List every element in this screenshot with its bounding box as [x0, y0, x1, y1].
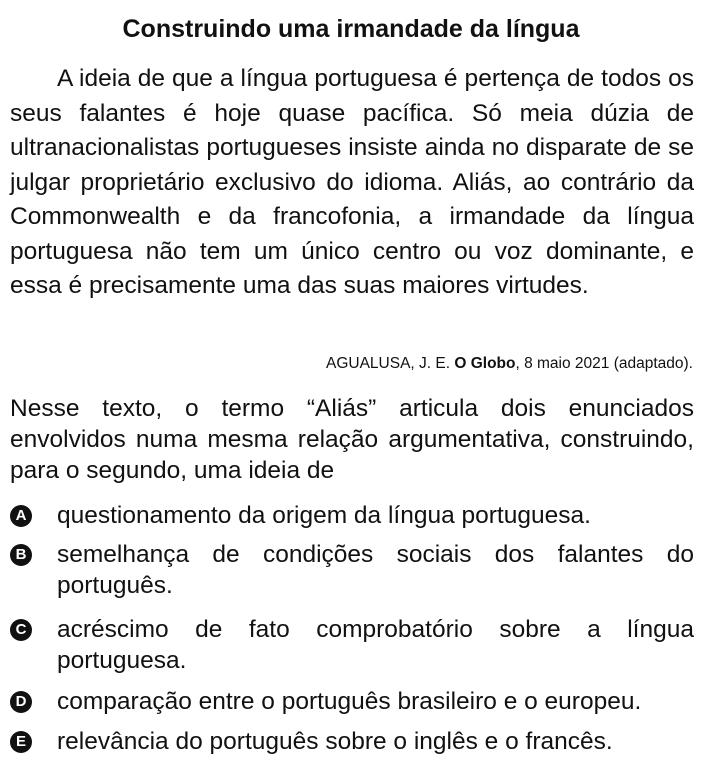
source-citation — [326, 354, 693, 374]
option-c-badge: C — [10, 619, 32, 641]
question-stem: Nesse texto, o termo “Aliás” articula dois enunciados envolvidos numa mesma relação argumentativa, construindo, para o segundo, uma ideia de — [10, 395, 694, 484]
option-d-badge: D — [10, 691, 32, 713]
option-a-badge: A — [10, 505, 32, 527]
passage-text: A ideia de que a língua portuguesa é pertença de todos os seus falantes é hoje quase pacífica. Só meia dúzia de ultranacionalistas portugueses insiste ainda no disparate de se julgar proprietário exclusivo do idioma. Aliás, ao contrário da Commonwealth e da francofonia, a irmandade da língua portuguesa não tem um único centro ou voz dominante, e essa é precisamente uma das suas maiores virtudes. — [10, 65, 694, 299]
option-a-text: questionamento da origem da língua portuguesa. — [57, 502, 591, 529]
source-publication: O Globo — [454, 355, 516, 372]
source-author: AGUALUSA, J. E. — [325, 355, 451, 372]
option-b-text: semelhança de condições sociais dos falantes do português. — [57, 541, 694, 599]
option-e-text: relevância do português sobre o inglês e o francês. — [57, 728, 613, 755]
option-e-badge: E — [10, 731, 32, 753]
option-d-text: comparação entre o português brasileiro e o europeu. — [57, 688, 642, 715]
option-b-badge: B — [10, 544, 32, 566]
page-title: Construindo uma irmandade da língua — [122, 15, 580, 43]
source-details: , 8 maio 2021 (adaptado). — [515, 355, 693, 372]
option-c-text: acréscimo de fato comprobatório sobre a língua portuguesa. — [57, 616, 694, 674]
